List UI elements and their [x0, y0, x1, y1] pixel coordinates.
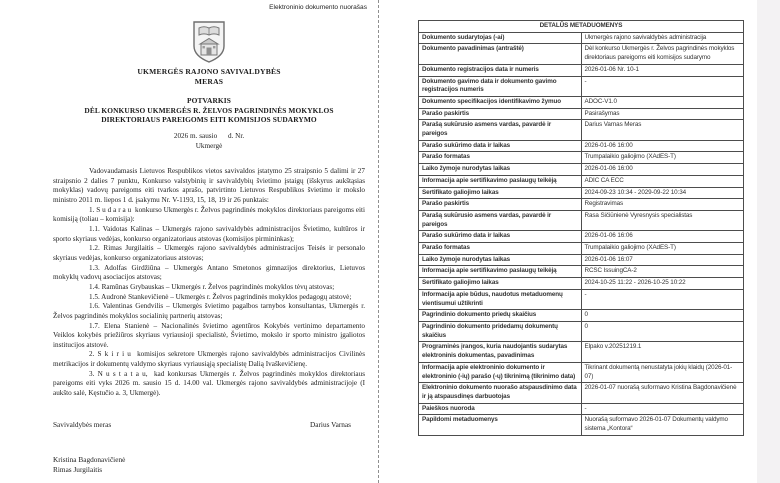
metadata-label-cell: Parašo sukūrimo data ir laikas	[419, 231, 582, 243]
metadata-row	[419, 243, 744, 255]
metadata-row	[419, 266, 744, 278]
metadata-row	[419, 342, 744, 362]
metadata-label-cell: Informacija apie sertifikavimo paslaugų teikėją	[419, 175, 582, 187]
metadata-value-cell: 2026-01-06 Nr. 10-1	[581, 64, 744, 76]
metadata-value-cell: -	[581, 289, 744, 309]
metadata-row	[419, 231, 744, 243]
metadata-row	[419, 64, 744, 76]
metadata-label-cell: Parašą sukūrusio asmens vardas, pavardė ir pareigos	[419, 210, 582, 230]
metadata-value-cell: ADOC-V1.0	[581, 96, 744, 108]
metadata-label-cell: Papildomi metaduomenys	[419, 415, 582, 435]
metadata-value-cell: 2024-10-25 11:22 - 2026-10-25 10:22	[581, 278, 744, 290]
metadata-value-cell: ADIC CA ECC	[581, 175, 744, 187]
metadata-value-cell: Trumpalaikio galiojimo (XAdES-T)	[581, 152, 744, 164]
metadata-row	[419, 76, 744, 96]
metadata-row	[419, 362, 744, 382]
metadata-row	[419, 383, 744, 403]
metadata-label-cell: Dokumento registracijos data ir numeris	[419, 64, 582, 76]
metadata-row	[419, 187, 744, 199]
metadata-value-cell: 2026-01-06 16:07	[581, 254, 744, 266]
metadata-row	[419, 140, 744, 152]
metadata-label-cell: Pagrindinio dokumento priedų skaičius	[419, 310, 582, 322]
document-paragraph: 1.4. Ramūnas Grybauskas – Ukmergės r. Želvos pagrindinės mokyklos tėvų atstovas;	[89, 282, 335, 291]
copy-label: Elektroninio dokumento nuorašas	[269, 4, 367, 11]
doc-title-block	[53, 96, 365, 124]
metadata-label-cell: Dokumento gavimo data ir dokumento gavimo registracijos numeris	[419, 76, 582, 96]
document-paragraph: 1.1. Vaidotas Kalinas – Ukmergės rajono savivaldybės administracijos Švietimo, kultūros ir sporto skyriaus vedėjas, konkurso organizatoriaus atstovas (komisijos pirmininkas);	[53, 224, 365, 243]
metadata-row	[419, 152, 744, 164]
document-paragraph: 3. N u s t a t a u, kad konkursas Ukmergės r. Želvos pagrindinės mokyklos direktoriaus pareigoms eiti vyks 2026 m. sausio 15 d. 14.00 val. Ukmergės rajono savivaldybės administracijoje (I aukšto salė, Kęstučio a. 3, Ukmergė).	[53, 369, 365, 398]
document-paragraph: 1.7. Elena Stanienė – Nacionalinės švietimo agentūros Kokybės vertinimo departamento Veiklos kokybės priežiūros skyriaus vyriausioji specialistė, Švietimo, mokslo ir sporto ministro įgaliotos institucijos atstovė.	[53, 321, 365, 349]
coat-of-arms	[0, 20, 418, 69]
metadata-row	[419, 403, 744, 415]
metadata-value-cell: Rasa Sičiūnienė Vyresnysis specialistas	[581, 210, 744, 230]
metadata-value-cell: 0	[581, 310, 744, 322]
document-paragraph: 1.5. Audronė Stankevičienė – Ukmergės r. Želvos pagrindinės mokyklos pedagogų atstovė;	[89, 292, 352, 301]
footer-names	[53, 455, 125, 475]
metadata-label-cell: Paieškos nuoroda	[419, 403, 582, 415]
document-paragraph: 2. S k i r i u komisijos sekretore Ukmergės rajono savivaldybės administracijos Civilinės metrikacijos ir dokumentų valdymo skyriaus vyriausiąją specialistę Dalią Ivaškevičienę.	[53, 350, 365, 369]
metadata-label-cell: Informacija apie sertifikavimo paslaugų teikėją	[419, 266, 582, 278]
metadata-row	[419, 199, 744, 211]
signature-name: Darius Varnas	[309, 420, 351, 429]
document-page	[0, 0, 378, 483]
metadata-label-cell: Sertifikato galiojimo laikas	[419, 278, 582, 290]
doc-subtitle-2: DIREKTORIAUS PAREIGOMS EITI KOMISIJOS SUDARYMO	[101, 115, 317, 124]
metadata-table-body	[419, 32, 744, 435]
metadata-value-cell: 2026-01-06 16:00	[581, 164, 744, 176]
metadata-label-cell: Pagrindinio dokumento pridedamų dokumentų skaičius	[419, 321, 582, 341]
metadata-table-title: DETALŪS METADUOMENYS	[419, 21, 744, 33]
metadata-row	[419, 415, 744, 435]
metadata-label-cell: Parašo paskirtis	[419, 108, 582, 120]
metadata-label-cell: Laiko žymoje nurodytas laikas	[419, 254, 582, 266]
metadata-value-cell: Dėl konkurso Ukmergės r. Želvos pagrindinės mokyklos direktoriaus pareigoms eiti komisijos sudarymo	[581, 44, 744, 64]
viewer-gutter	[757, 0, 780, 483]
metadata-label-cell: Programinės įrangos, kuria naudojantis sudarytas elektroninis dokumentas, pavadinimas	[419, 342, 582, 362]
metadata-label-cell: Parašo paskirtis	[419, 199, 582, 211]
metadata-label-cell: Parašą sukūrusio asmens vardas, pavardė ir pareigos	[419, 120, 582, 140]
doc-subtitle-1: DĖL KONKURSO UKMERGĖS R. ŽELVOS PAGRINDINĖS MOKYKLOS	[84, 105, 334, 115]
metadata-row	[419, 96, 744, 108]
metadata-value-cell: -	[581, 76, 744, 96]
metadata-label-cell: Informacija apie būdus, naudotus metaduomenų vientisumui užtikrinti	[419, 289, 582, 309]
metadata-value-cell: 2024-09-23 10:34 - 2029-09-22 10:34	[581, 187, 744, 199]
metadata-row	[419, 254, 744, 266]
metadata-row	[419, 32, 744, 44]
document-paragraph: 1.2. Rimas Jurgilaitis – Ukmergės rajono savivaldybės administracijos Teisės ir personalo skyriaus vedėjas, konkurso organizatoriaus atstovas;	[53, 244, 365, 262]
metadata-row	[419, 175, 744, 187]
document-header	[53, 67, 365, 151]
metadata-row	[419, 164, 744, 176]
metadata-value-cell: 0	[581, 321, 744, 341]
place-line: Ukmergė	[195, 141, 223, 150]
metadata-value-cell: 2026-01-06 16:06	[581, 231, 744, 243]
document-paragraph: 1.3. Adolfas Girdžiūna – Ukmergės Antano Smetonos gimnazijos direktorius, Lietuvos mokyklų vadovų asociacijos atstovas;	[53, 263, 365, 282]
metadata-row	[419, 108, 744, 120]
org-subtitle: MERAS	[194, 76, 224, 86]
metadata-label-cell: Parašo sukūrimo data ir laikas	[419, 140, 582, 152]
metadata-value-cell: Registravimas	[581, 199, 744, 211]
metadata-label-cell: Sertifikato galiojimo laikas	[419, 187, 582, 199]
metadata-label-cell: Elektroninio dokumento nuorašo atspausdinimo data ir ją atspausdinęs darbuotojas	[419, 383, 582, 403]
metadata-label-cell: Dokumento sudarytojas (-ai)	[419, 32, 582, 44]
date-line: 2026 m. sausio d. Nr.	[173, 132, 245, 141]
document-paragraph: 1. S u d a r a u konkurso Ukmergės r. Želvos pagrindinės mokyklos direktoriaus pareigoms eiti komisiją (toliau – komisija):	[53, 205, 365, 224]
signature-row	[53, 420, 351, 429]
metadata-row	[419, 289, 744, 309]
metadata-value-cell: -	[581, 403, 744, 415]
metadata-value-cell: Ukmergės rajono savivaldybės administracija	[581, 32, 744, 44]
metadata-table	[418, 20, 744, 436]
metadata-label-cell: Laiko žymoje nurodytas laikas	[419, 164, 582, 176]
metadata-value-cell: RCSC IssuingCA-2	[581, 266, 744, 278]
document-body	[53, 167, 365, 399]
metadata-value-cell: Elpako v.20251219.1	[581, 342, 744, 362]
metadata-value-cell: Nuorašą suformavo 2026-01-07 Dokumentų valdymo sistema „Kontora“	[581, 415, 744, 435]
document-paragraph: Vadovaudamasis Lietuvos Respublikos vietos savivaldos įstatymo 25 straipsnio 5 dalimi ir 27 straipsnio 2 dalies 7 punktu, Konkurso valstybinių ir savivaldybių švietimo įstaigų (išskyrus aukštąsias mokyklas) vadovų pareigoms eiti tvarkos aprašo, patvirtinto Lietuvos Respublikos švietimo ir mokslo ministro 2011 m. liepos 1 d. įsakymu Nr. V-1193, 15, 18, 19 ir 26 punktais:	[53, 167, 365, 204]
metadata-label-cell: Parašo formatas	[419, 243, 582, 255]
coat-of-arms-icon	[191, 20, 227, 64]
doc-title: POTVARKIS	[187, 96, 231, 106]
metadata-value-cell: 2026-01-07 nuorašą suformavo Kristina Bagdonavičienė	[581, 383, 744, 403]
signature-role: Savivaldybės meras	[53, 420, 112, 429]
metadata-label-cell: Dokumento pavadinimas (antraštė)	[419, 44, 582, 64]
metadata-label-cell: Informacija apie elektroninio dokumento ir elektroninio (-ių) parašo (-ų) tikrinimą (tikrinimo data)	[419, 362, 582, 382]
metadata-value-cell: Pasirašymas	[581, 108, 744, 120]
metadata-value-cell: 2026-01-06 16:00	[581, 140, 744, 152]
metadata-label-cell: Parašo formatas	[419, 152, 582, 164]
metadata-row	[419, 310, 744, 322]
metadata-value-cell: Darius Varnas Meras	[581, 120, 744, 140]
org-name: UKMERGĖS RAJONO SAVIVALDYBĖS	[137, 67, 281, 76]
metadata-panel	[380, 0, 780, 483]
metadata-row	[419, 321, 744, 341]
metadata-row	[419, 210, 744, 230]
metadata-row	[419, 120, 744, 140]
metadata-value-cell: Tikrinant dokumentą nenustatyta jokių klaidų (2026-01-07)	[581, 362, 744, 382]
metadata-row	[419, 278, 744, 290]
metadata-label-cell: Dokumento specifikacijos identifikavimo žymuo	[419, 96, 582, 108]
footer-name: Rimas Jurgilaitis	[53, 465, 103, 474]
metadata-row	[419, 44, 744, 64]
metadata-value-cell: Trumpalaikio galiojimo (XAdES-T)	[581, 243, 744, 255]
document-paragraph: 1.6. Valentinas Gendvilis – Ukmergės švietimo pagalbos tarnybos konsultantas, Ukmergės r. Želvos pagrindinės mokyklos socialinių partnerių atstovas;	[53, 302, 365, 320]
page-divider	[378, 0, 379, 483]
footer-name: Kristina Bagdonavičienė	[53, 455, 126, 464]
metadata-table-header	[419, 21, 744, 33]
